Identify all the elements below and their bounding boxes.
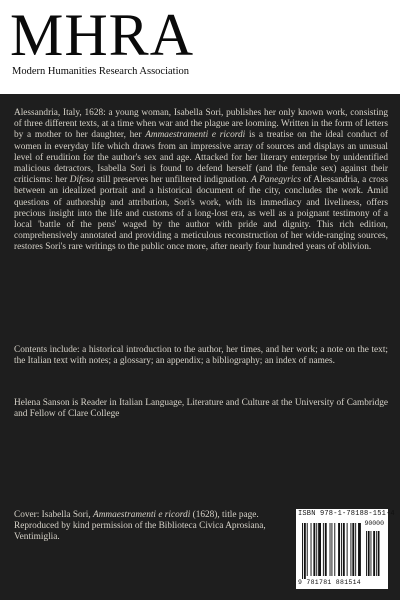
publisher-header — [0, 0, 400, 94]
barcode-addon-bar — [371, 531, 372, 576]
barcode-bar — [302, 523, 303, 579]
barcode-bar — [325, 523, 327, 576]
barcode-addon-bar — [376, 531, 377, 576]
credit-suffix: (1628), title page. Reproduced by kind permission of the Biblioteca Civica Aprosiana, Ventimiglia. — [14, 510, 266, 543]
credit-prefix: Cover: Isabella Sori, — [14, 510, 94, 520]
barcode-bar — [311, 523, 312, 576]
blurb-title: Ammaestramenti e ricordi — [145, 130, 246, 141]
barcode-addon-bar — [368, 531, 370, 576]
barcode-bar — [313, 523, 315, 576]
barcode-bar — [352, 523, 354, 576]
blurb-panegyric: A Panegyrics — [251, 175, 302, 186]
barcode-bar — [331, 523, 332, 576]
barcode-bar — [350, 523, 351, 576]
blurb-body-2: still preserves her unfiltered indignation. — [94, 175, 252, 186]
barcode-bar — [338, 523, 340, 576]
blurb-body-3: of Alessandria, a cross between an idealized portrait and a historical document of the city, concludes the work. Amid questions of authorship and attribution, Sori's work, with its immediacy and liveliness, offers precious insight into the life and customs of a long-lost era, as well as a poignant testimony of a local 'battle of the pens' waged by the author with pride and dignity. This rich edition, comprehensively annotated and providing a meticulous reconstruction of her wide-ranging sources, restores Sori's rare writings to the public once more, after nearly four hundred years of oblivion. — [14, 175, 388, 253]
barcode-bar — [334, 523, 335, 576]
barcode-bar — [330, 523, 331, 576]
publisher-logo: MHRA — [10, 2, 195, 68]
blurb-intro: Alessandria, Italy, 1628: a young woman, Isabella Sori, publishes her only known work, consisting of three different texts, at a time when war and the plague are looming. Written in the form of letters by a mother to her daughter, her — [14, 108, 388, 141]
isbn-label: ISBN 978-1-78188-151-4 — [298, 510, 395, 518]
barcode-bar — [316, 523, 317, 576]
price-code: 90000 — [364, 520, 384, 527]
barcode-bar — [307, 523, 308, 576]
barcode-bar — [355, 523, 356, 576]
barcode-bar — [341, 523, 342, 576]
blurb-body: is a treatise on the ideal conduct of women in everyday life which draws from an impressive array of sources and displays an unusual level of erudition for the author's sex and age. Attacked for her literary enterprise by unidentified malicious detractors, Isabella Sori is found to defend herself (and the female sex) against their criticisms: her — [14, 130, 388, 186]
barcode-digits: 9 781781 881514 — [298, 579, 362, 586]
barcode-bar — [304, 523, 306, 579]
barcode-bar — [318, 523, 321, 576]
blurb-difesa: Difesa — [69, 175, 95, 186]
cover-credit — [14, 510, 272, 544]
isbn-barcode-box — [296, 509, 395, 589]
contents-summary: Contents include: a historical introduction to the author, her times, and her work; a note on the text; the Italian text with notes; a glossary; an appendix; a bibliography; an index of names. — [14, 345, 388, 367]
book-description — [14, 108, 388, 254]
barcode-bar — [343, 523, 345, 576]
barcode-icon — [300, 521, 384, 579]
author-bio: Helena Sanson is Reader in Italian Language, Literature and Culture at the University of Cambridge and Fellow of Clare College — [14, 398, 388, 420]
barcode-bar — [347, 523, 348, 576]
barcode-bar — [358, 523, 361, 576]
barcode-addon-bar — [373, 531, 375, 576]
barcode-addon-bar — [378, 531, 380, 576]
barcode-bar — [323, 523, 324, 576]
credit-title: Ammaestramenti e ricordi — [93, 510, 191, 520]
barcode-addon-bar — [366, 531, 367, 576]
publisher-name: Modern Humanities Research Association — [12, 66, 190, 77]
